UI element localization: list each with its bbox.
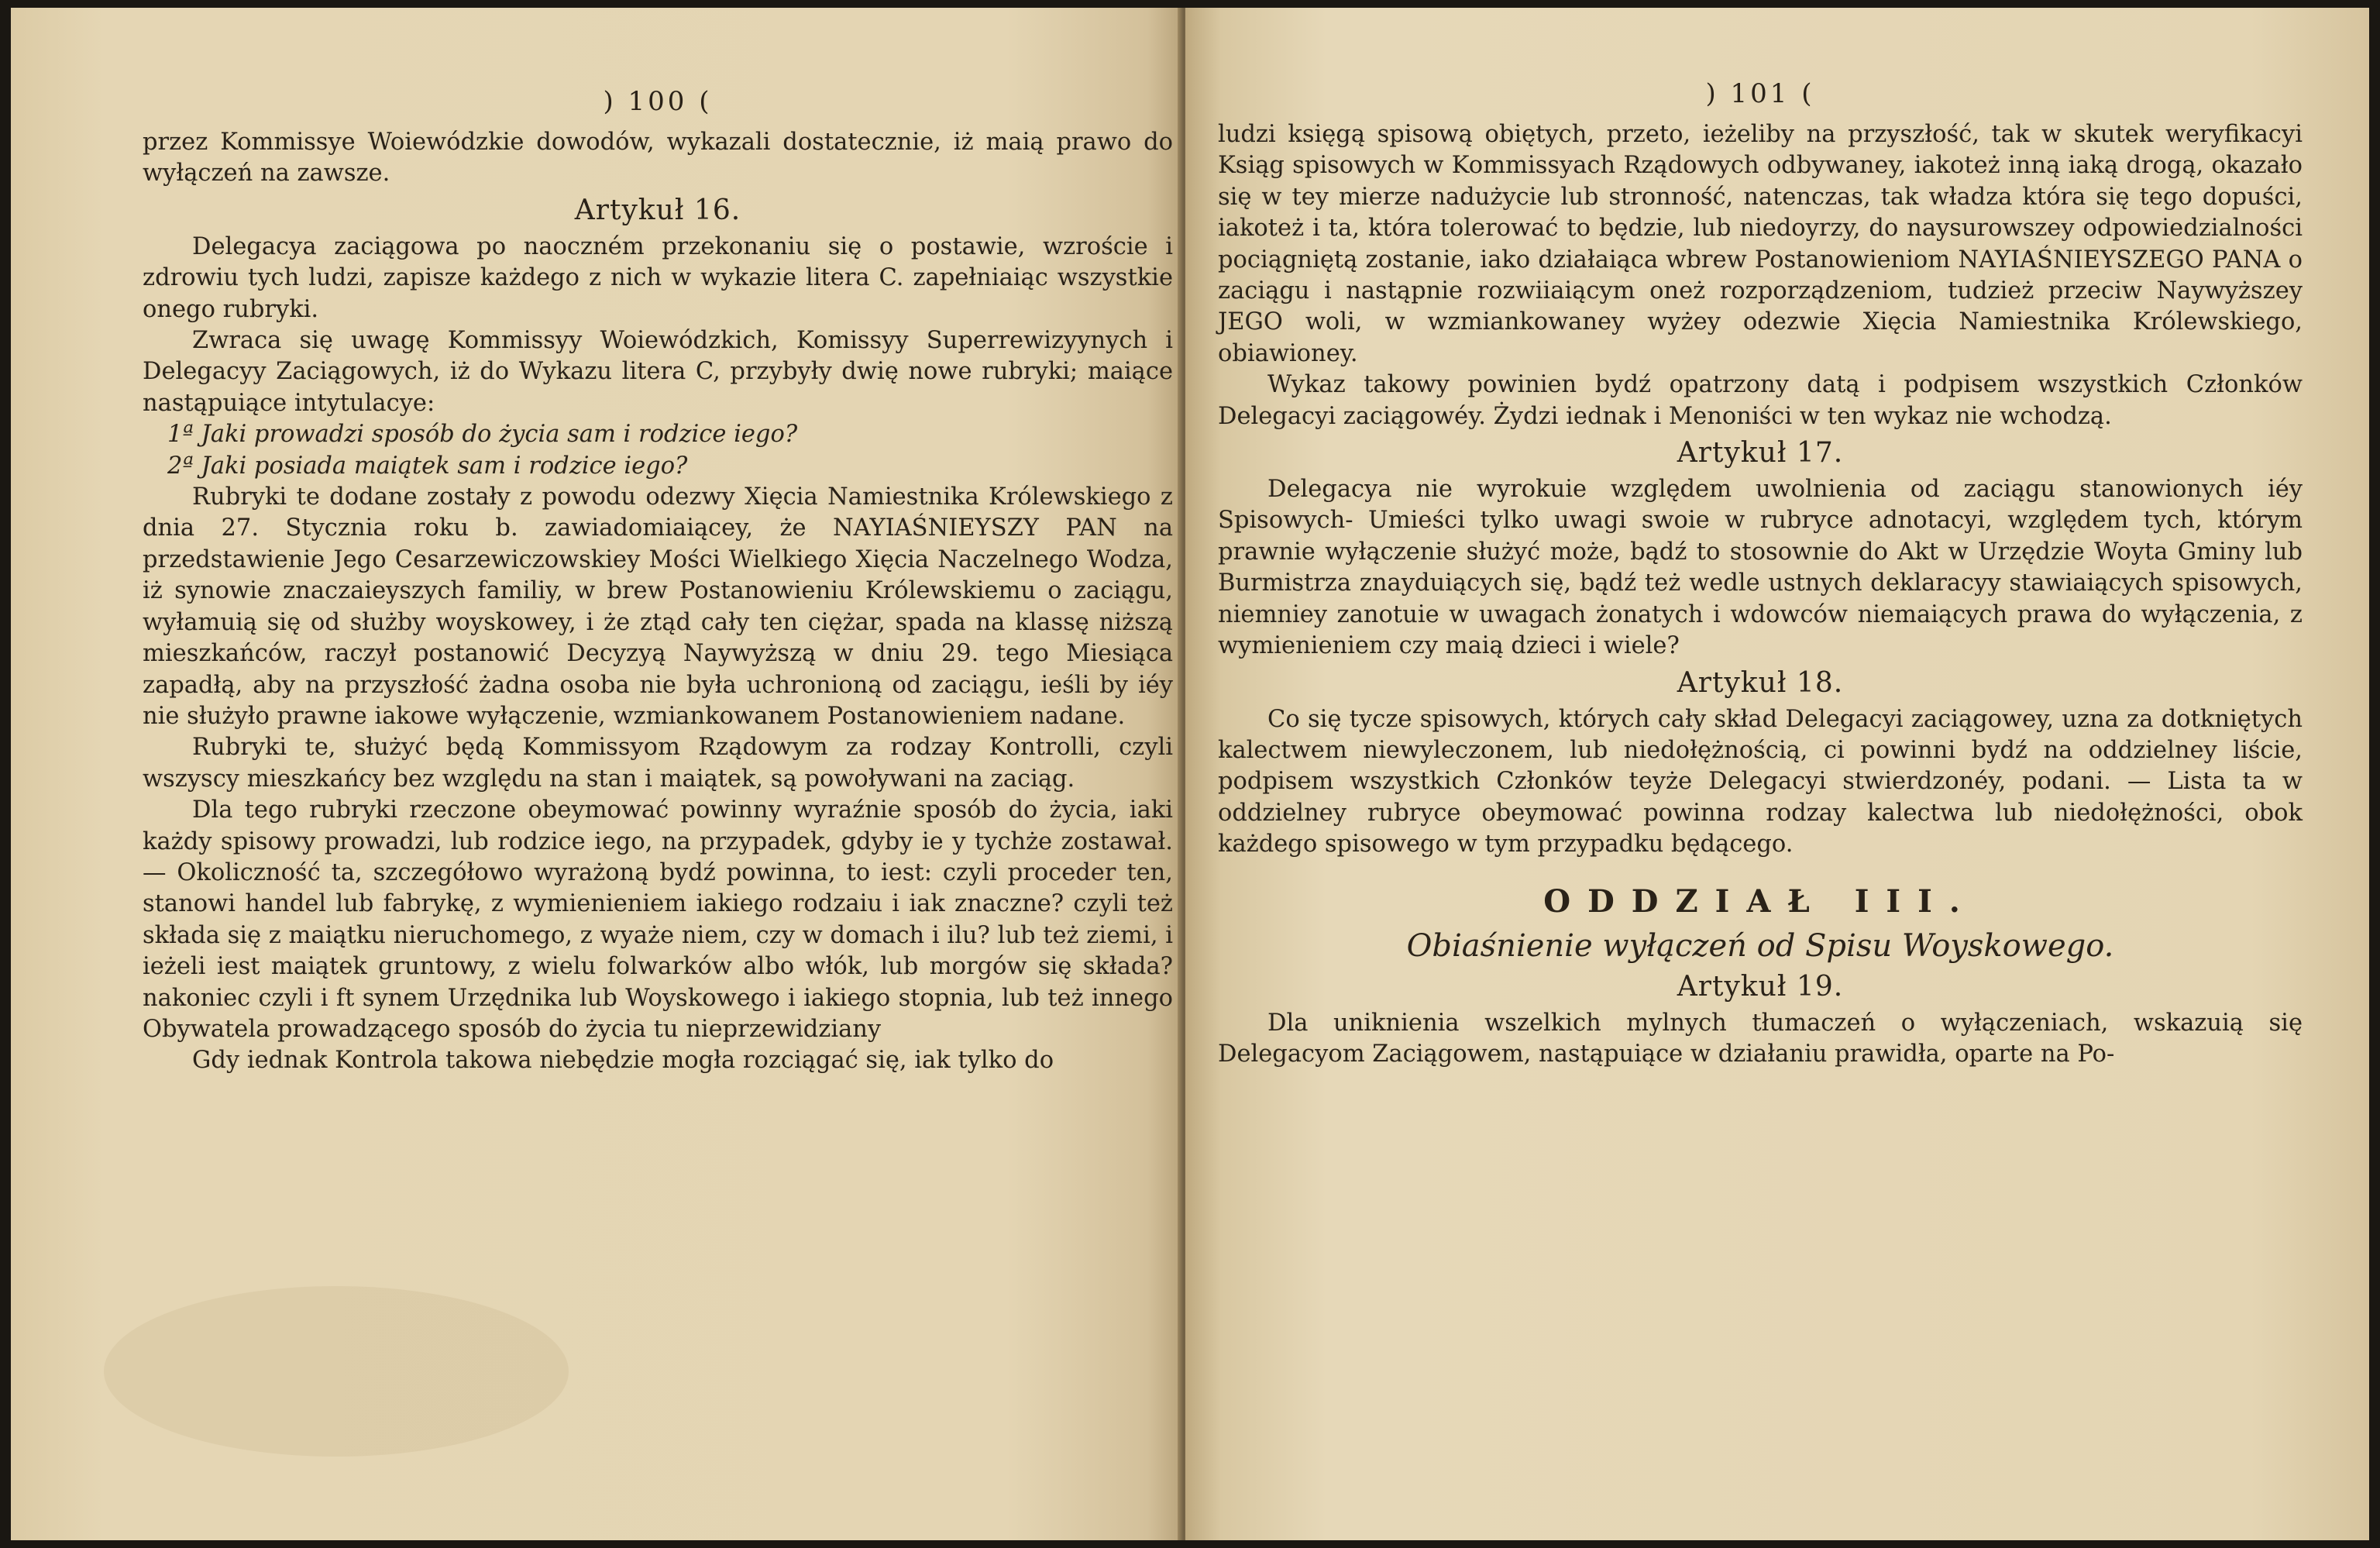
paragraph: Co się tycze spisowych, których cały skład Delegacyi zaciągowey, uzna za dotkniętych kalectwem niewyleczonem, lub niedołężnością, ci powinni bydź na oddzielney liście, podpisem wszystkich Członków teyże Delegacyi stwierdzonéy, podani. — Lista ta w oddzielney rubryce obeymować powinna rodzay kalectwa lub niedołężności, obok każdego spisowego w tym przypadku będącego. — [1218, 705, 2303, 858]
paragraph: przez Kommissye Woiewódzkie dowodów, wykazali dostatecznie, iż maią prawo do wyłączeń na zawsze. — [143, 129, 1173, 187]
right-page-text — [1218, 78, 2303, 1070]
paragraph: Rubryki te dodane zostały z powodu odezwy Xięcia Namiestnika Królewskiego z dnia 27. Stycznia roku b. zawiadomiaiącey, że NAYIAŚNIEYSZY PAN na przedstawienie Jego Cesarzewiczowskiey Mości Wielkiego Xięcia Naczelnego Wodza, iż synowie znaczaieyszych familiy, w brew Postanowieniu Królewskiemu o zaciągu, wyłamuią się od służby woyskowey, i że ztąd cały ten ciężar, spada na klassę niższą mieszkańców, raczył postanowić Decyzyą Naywyższą w dniu 29. tego Miesiąca zapadłą, aby na przyszłość żadna osoba nie była uchronioną od zaciągu, ieśli by iéy nie służyło prawne iakowe wyłączenie, wzmiankowanem Postanowieniem nadane. — [143, 483, 1173, 730]
article-heading-17: Artykuł 17. — [1677, 437, 1844, 470]
right-page — [1185, 8, 2369, 1540]
section-subheading: Obiaśnienie wyłączeń od Spisu Woyskowego. — [1406, 927, 2114, 964]
paragraph: Wykaz takowy powinien bydź opatrzony datą i podpisem wszystkich Członków Delegacyi zaciągowéy. Żydzi iednak i Menoniści w ten wykaz nie wchodzą. — [1218, 371, 2303, 430]
left-page — [11, 8, 1182, 1540]
paragraph: Delegacya nie wyrokuie względem uwolnienia od zaciągu stanowionych iéy Spisowych- Umieści tylko uwagi swoie w rubryce adnotacyi, względem tych, którym prawnie wyłączenie służyć może, bądź to stosownie do Akt w Urzędzie Woyta Gminy lub Burmistrza znayduiących się, bądź też wedle ustnych deklaracyy stawiaiących spisowych, niemniey zanotuie w uwagach żonatych i wdowców niemaiących prawa do wyłączenia, z wymienieniem czy maią dzieci i wiele? — [1218, 476, 2303, 660]
article-heading-16: Artykuł 16. — [574, 194, 741, 226]
left-page-text — [143, 86, 1173, 1077]
paragraph: Dla uniknienia wszelkich mylnych tłumaczeń o wyłączeniach, wskazuią się Delegacyom Zaciągowem, nastąpuiące w działaniu prawidła, oparte na Po- — [1218, 1009, 2303, 1068]
article-heading-19: Artykuł 19. — [1677, 970, 1844, 1003]
paragraph: Rubryki te, służyć będą Kommissyom Rządowym za rodzay Kontrolli, czyli wszyscy mieszkańcy bez względu na stan i maiątek, są powoływani na zaciąg. — [143, 734, 1173, 793]
section-heading: ODDZIAŁ III. — [1543, 882, 1977, 920]
paragraph: Dla tego rubryki rzeczone obeymować powinny wyraźnie sposób do życia, iaki każdy spisowy prowadzi, lub rodzice iego, na przypadek, gdyby ie y tychże zostawał. — Okoliczność ta, szczegółowo wyrażoną bydź powinna, to iest: czyli proceder ten, stanowi handel lub fabrykę, z wymienieniem iakiego rodzaiu i iak znaczne? czyli też składa się z maiątku nieruchomego, z wyaże niem, czy w domach i ilu? lub też ziemi, i ieżeli iest maiątek gruntowy, z wielu folwarków albo włók, lub morgów się składa? nakoniec czyli i ft synem Urzędnika lub Woyskowego i iakiego stopnia, lub też innego Obywatela prowadzącego sposób do życia tu nieprzewidziany — [143, 796, 1173, 1043]
paragraph: Gdy iednak Kontrola takowa niebędzie mogła rozciągać się, iak tylko do — [192, 1047, 1054, 1075]
paragraph: Delegacya zaciągowa po naoczném przekonaniu się o postawie, wzroście i zdrowiu tych ludzi, zapisze każdego z nich w wykazie litera C. zapełniaiąc wszystkie onego rubryki. — [143, 232, 1173, 323]
article-heading-18: Artykuł 18. — [1677, 666, 1844, 699]
question-list — [143, 419, 1173, 482]
paragraph: Zwraca się uwagę Kommissyy Woiewódzkich, Komissyy Superrewizyynych i Delegacyy Zaciągowych, iż do Wykazu litera C, przybyły dwię nowe rubryki; maiące nastąpuiące intytulacye: — [143, 327, 1173, 417]
book-spread — [11, 8, 2369, 1540]
paragraph: ludzi księgą spisową obiętych, przeto, ieżeliby na przyszłość, tak w skutek weryfikacyi Ksiąg spisowych w Kommissyach Rządowych odbywaney, iakoteż inną iaką drogą, okazało się w tey mierze nadużycie lub stronność, natenczas, tak władza która się tego dopuści, iakoteż i ta, która tolerować to będzie, lub niedoyrzy, do naysurowszey odpowiedzialności pociągniętą zostanie, iako działaiąca wbrew Postanowieniom NAYIAŚNIEYSZEGO PANA o zaciągu i nastąpnie rozwiiaiącym oneż rozporządzeniom, tudzież przeciw Naywyższey JEGO woli, w wzmiankowaney wyżey odezwie Xięcia Namiestnika Królewskiego, obiawioney. — [1218, 121, 2303, 367]
list-item: 1ª Jaki prowadzi sposób do życia sam i rodzice iego? — [167, 421, 798, 449]
paper-stain — [104, 1286, 569, 1457]
page-number-right: ) 101 ( — [1705, 78, 1815, 109]
page-number-left: ) 100 ( — [603, 86, 713, 117]
list-item: 2ª Jaki posiada maiątek sam i rodzice iego? — [167, 452, 688, 480]
